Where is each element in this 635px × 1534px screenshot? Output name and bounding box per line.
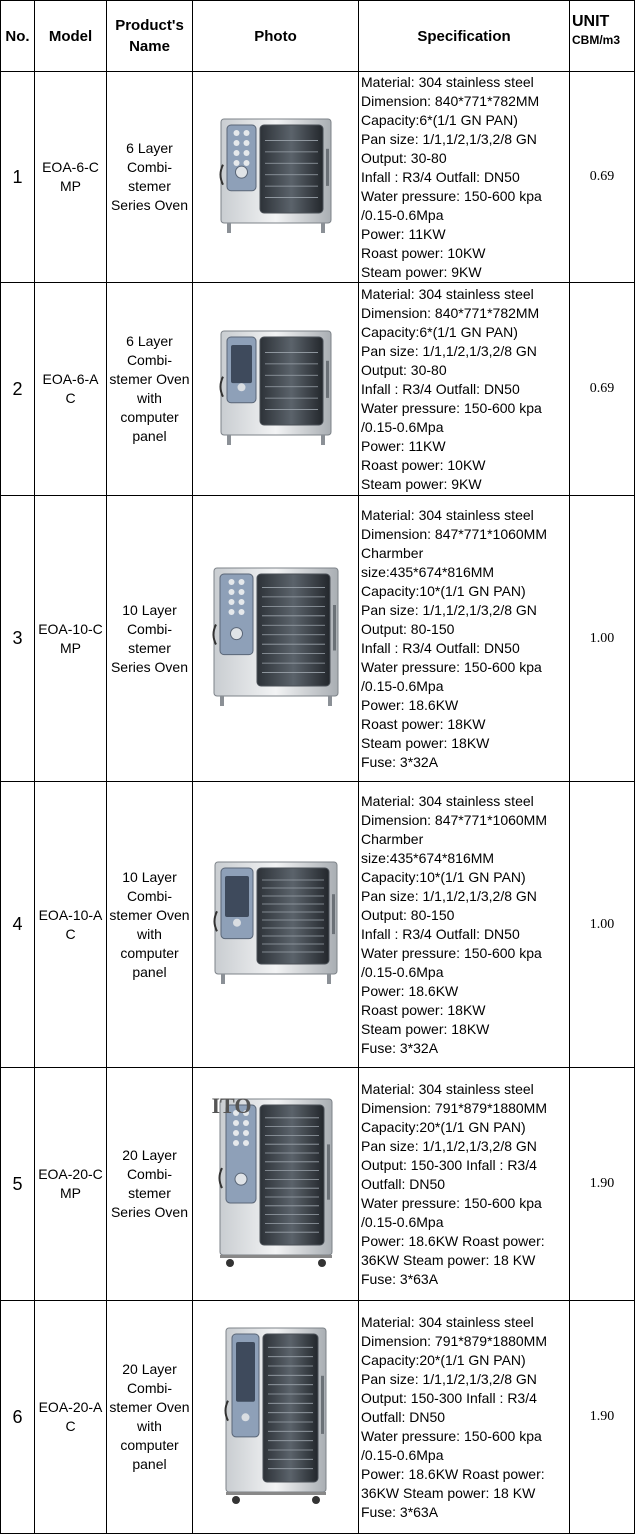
spec-line: size:435*674*816MM	[361, 563, 495, 580]
spec-line: Material: 304 stainless steel	[361, 506, 534, 523]
specification-cell	[359, 72, 570, 283]
spec-line: Fuse: 3*63A	[361, 1270, 439, 1287]
model-cell: EOA-20-CMP	[35, 1068, 107, 1301]
spec-line: Power: 18.6KW Roast power:	[361, 1232, 545, 1249]
spec-line: Output: 150-300 Infall : R3/4	[361, 1389, 537, 1406]
model-cell: EOA-10-AC	[35, 782, 107, 1068]
header-photo: Photo	[193, 1, 359, 72]
spec-line: Capacity:6*(1/1 GN PAN)	[361, 323, 518, 340]
spec-line: Pan size: 1/1,1/2,1/3,2/8 GN	[361, 887, 537, 904]
spec-line: /0.15-0.6Mpa	[361, 1446, 444, 1463]
specification-cell	[359, 1301, 570, 1534]
spec-line: Water pressure: 150-600 kpa	[361, 187, 542, 204]
spec-line: /0.15-0.6Mpa	[361, 206, 444, 223]
spec-line: Pan size: 1/1,1/2,1/3,2/8 GN	[361, 342, 537, 359]
spec-line: Infall : R3/4 Outfall: DN50	[361, 380, 520, 397]
header-product-name: Product's Name	[107, 1, 193, 72]
row-number: 4	[1, 782, 35, 1068]
photo-cell	[193, 1068, 359, 1301]
cbm-cell: 1.00	[570, 782, 635, 1068]
spec-line: Pan size: 1/1,1/2,1/3,2/8 GN	[361, 130, 537, 147]
cbm-cell: 0.69	[570, 283, 635, 496]
spec-line: Dimension: 847*771*1060MM	[361, 525, 547, 542]
cbm-cell: 0.69	[570, 72, 635, 283]
spec-line: Water pressure: 150-600 kpa	[361, 399, 542, 416]
spec-line: Dimension: 791*879*1880MM	[361, 1099, 547, 1116]
spec-line: /0.15-0.6Mpa	[361, 963, 444, 980]
oven-photo-icon	[211, 1092, 338, 1272]
cbm-cell: 1.90	[570, 1068, 635, 1301]
spec-line: Output: 30-80	[361, 361, 447, 378]
spec-line: Dimension: 791*879*1880MM	[361, 1332, 547, 1349]
spec-line: Fuse: 3*32A	[361, 1039, 439, 1056]
spec-line: Outfall: DN50	[361, 1408, 446, 1425]
cbm-cell: 1.00	[570, 496, 635, 782]
oven-photo-icon	[215, 117, 337, 238]
header-specification: Specification	[359, 1, 570, 72]
spec-line: Pan size: 1/1,1/2,1/3,2/8 GN	[361, 1370, 537, 1387]
oven-photo-icon	[220, 1326, 332, 1509]
product-name-cell: 10 Layer Combi-stemer Series Oven	[107, 496, 193, 782]
specification-cell	[359, 496, 570, 782]
spec-line: Charmber	[361, 544, 424, 561]
spec-line: Material: 304 stainless steel	[361, 1080, 534, 1097]
spec-line: Fuse: 3*32A	[361, 753, 439, 770]
product-name-cell: 10 Layer Combi-stemer Oven with computer panel	[107, 782, 193, 1068]
spec-line: Infall : R3/4 Outfall: DN50	[361, 925, 520, 942]
spec-line: Material: 304 stainless steel	[361, 792, 534, 809]
spec-line: Charmber	[361, 830, 424, 847]
spec-line: Capacity:20*(1/1 GN PAN)	[361, 1118, 526, 1135]
spec-line: Dimension: 840*771*782MM	[361, 304, 540, 321]
spec-line: Output: 150-300 Infall : R3/4	[361, 1156, 537, 1173]
photo-cell	[193, 283, 359, 496]
spec-line: 36KW Steam power: 18 KW	[361, 1251, 536, 1268]
row-number: 5	[1, 1068, 35, 1301]
photo-cell	[193, 496, 359, 782]
spec-line: Water pressure: 150-600 kpa	[361, 944, 542, 961]
product-name-cell: 20 Layer Combi-stemer Oven with computer panel	[107, 1301, 193, 1534]
spec-line: Capacity:20*(1/1 GN PAN)	[361, 1351, 526, 1368]
table-row	[1, 1301, 635, 1534]
spec-line: Output: 30-80	[361, 149, 447, 166]
header-unit-label: UNIT	[572, 13, 610, 30]
spec-line: Water pressure: 150-600 kpa	[361, 658, 542, 675]
table-row	[1, 72, 635, 283]
specification-cell	[359, 1068, 570, 1301]
spec-line: Power: 11KW	[361, 437, 446, 454]
spec-line: 36KW Steam power: 18 KW	[361, 1484, 536, 1501]
spec-line: Pan size: 1/1,1/2,1/3,2/8 GN	[361, 601, 537, 618]
spec-line: Infall : R3/4 Outfall: DN50	[361, 168, 520, 185]
spec-line: Water pressure: 150-600 kpa	[361, 1427, 542, 1444]
spec-line: Capacity:6*(1/1 GN PAN)	[361, 111, 518, 128]
spec-line: Steam power: 9KW	[361, 263, 482, 280]
photo-cell	[193, 72, 359, 283]
specification-cell	[359, 283, 570, 496]
spec-line: Dimension: 847*771*1060MM	[361, 811, 547, 828]
table-row	[1, 1068, 635, 1301]
model-cell: EOA-20-AC	[35, 1301, 107, 1534]
model-cell: EOA-6-CMP	[35, 72, 107, 283]
header-unit	[570, 1, 635, 72]
header-unit-sub: CBM/m3	[572, 33, 621, 47]
spec-line: Power: 18.6KW Roast power:	[361, 1465, 545, 1482]
product-name-cell: 6 Layer Combi-stemer Series Oven	[107, 72, 193, 283]
spec-line: Capacity:10*(1/1 GN PAN)	[361, 582, 526, 599]
spec-line: Water pressure: 150-600 kpa	[361, 1194, 542, 1211]
spec-line: Material: 304 stainless steel	[361, 73, 534, 90]
photo-cell	[193, 1301, 359, 1534]
table-row	[1, 496, 635, 782]
spec-line: size:435*674*816MM	[361, 849, 495, 866]
spec-line: Power: 18.6KW	[361, 696, 459, 713]
spec-line: Roast power: 10KW	[361, 456, 486, 473]
spec-line: /0.15-0.6Mpa	[361, 418, 444, 435]
spec-line: Power: 18.6KW	[361, 982, 459, 999]
table-row	[1, 782, 635, 1068]
spec-line: Steam power: 18KW	[361, 1020, 490, 1037]
spec-line: Output: 80-150	[361, 906, 455, 923]
photo-cell	[193, 782, 359, 1068]
header-no: No.	[1, 1, 35, 72]
spec-line: Roast power: 18KW	[361, 1001, 486, 1018]
spec-line: Material: 304 stainless steel	[361, 1313, 534, 1330]
spec-line: Power: 11KW	[361, 225, 446, 242]
spec-line: /0.15-0.6Mpa	[361, 677, 444, 694]
spec-line: Outfall: DN50	[361, 1175, 446, 1192]
product-name-cell: 20 Layer Combi-stemer Series Oven	[107, 1068, 193, 1301]
spec-line: Capacity:10*(1/1 GN PAN)	[361, 868, 526, 885]
spec-line: Pan size: 1/1,1/2,1/3,2/8 GN	[361, 1137, 537, 1154]
header-row	[1, 1, 635, 72]
product-name-cell: 6 Layer Combi-stemer Oven with computer panel	[107, 283, 193, 496]
brand-logo: ITO	[211, 1092, 252, 1118]
oven-photo-icon	[215, 329, 337, 450]
spec-line: Material: 304 stainless steel	[361, 285, 534, 302]
spec-line: Steam power: 18KW	[361, 734, 490, 751]
spec-line: Steam power: 9KW	[361, 475, 482, 492]
row-number: 1	[1, 72, 35, 283]
model-cell: EOA-6-AC	[35, 283, 107, 496]
header-model: Model	[35, 1, 107, 72]
spec-line: Infall : R3/4 Outfall: DN50	[361, 639, 520, 656]
spec-line: Fuse: 3*63A	[361, 1503, 439, 1520]
row-number: 6	[1, 1301, 35, 1534]
spec-line: Roast power: 18KW	[361, 715, 486, 732]
specification-cell	[359, 782, 570, 1068]
row-number: 3	[1, 496, 35, 782]
spec-line: /0.15-0.6Mpa	[361, 1213, 444, 1230]
oven-photo-icon	[209, 860, 343, 989]
cbm-cell: 1.90	[570, 1301, 635, 1534]
table-row	[1, 283, 635, 496]
row-number: 2	[1, 283, 35, 496]
spec-line: Dimension: 840*771*782MM	[361, 92, 540, 109]
spec-line: Output: 80-150	[361, 620, 455, 637]
oven-photo-icon	[208, 566, 344, 711]
spec-line: Roast power: 10KW	[361, 244, 486, 261]
model-cell: EOA-10-CMP	[35, 496, 107, 782]
